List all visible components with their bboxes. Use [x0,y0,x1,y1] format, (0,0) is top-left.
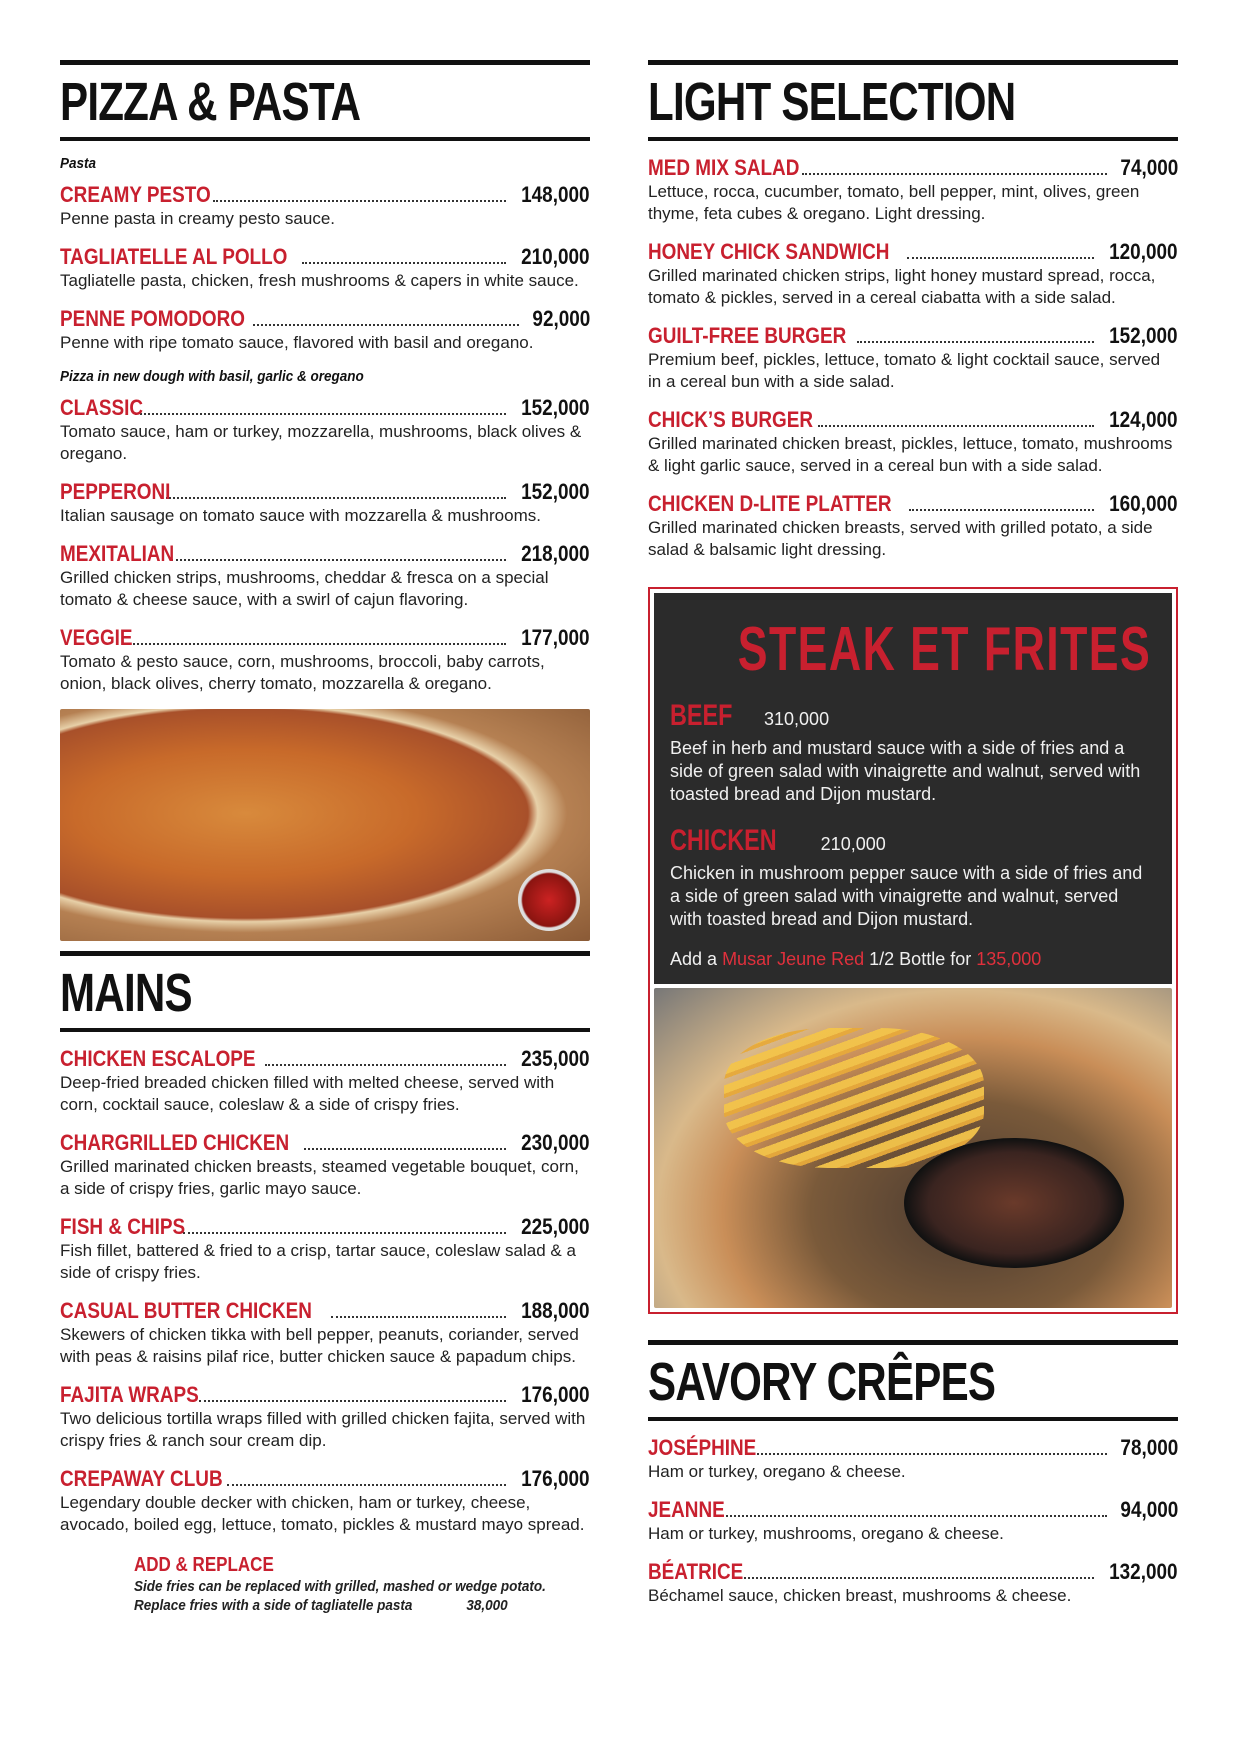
section-title: PIZZA & PASTA [60,72,361,132]
menu-item-desc: Tomato sauce, ham or turkey, mozzarella, mushrooms, black olives & oregano. [60,422,582,463]
add-replace-title: ADD & REPLACE [134,1554,274,1576]
dot-leader [183,1232,506,1234]
menu-item-name: MEXITALIAN [60,541,175,566]
addon-mid: 1/2 Bottle for [869,949,972,969]
menu-item-name: FAJITA WRAPS [60,1382,199,1407]
menu-item-name: FISH & CHIPS [60,1214,186,1239]
pan-graphic [904,1138,1124,1268]
menu-item-desc: Béchamel sauce, chicken breast, mushrooms & cheese. [648,1586,1072,1605]
menu-item [60,244,590,292]
menu-item-price: 177,000 [521,625,590,650]
menu-item-price: 152,000 [521,395,590,420]
menu-item-price: 152,000 [1109,323,1178,348]
menu-item [648,1435,1178,1483]
addon-prefix: Add a [670,949,718,969]
light-list [648,155,1178,561]
section-title: SAVORY CRÊPES [648,1352,996,1412]
menu-item-name: CREAMY PESTO [60,182,211,207]
menu-item [648,1559,1178,1607]
steak-chicken-desc: Chicken in mushroom pepper sauce with a side of fries and a side of green salad with vinaigrette and walnut, served with toasted bread and Dijon mustard. [670,863,1143,929]
menu-item-name: CREPAWAY CLUB [60,1466,223,1491]
steak-et-frites-box [648,587,1178,1314]
menu-item-desc: Grilled marinated chicken strips, light honey mustard spread, rocca, tomato & pickles, served in a cereal ciabatta with a side salad. [648,266,1156,307]
menu-item-price: 124,000 [1109,407,1178,432]
menu-item-desc: Two delicious tortilla wraps filled with grilled chicken fajita, served with crispy fries & ranch sour cream dip. [60,1409,586,1450]
menu-item-line [60,395,590,421]
menu-item [60,479,590,527]
menu-item-line [60,1130,590,1156]
menu-item [60,306,590,354]
menu-item-price: 218,000 [521,541,590,566]
menu-item-line [60,1466,590,1492]
dot-leader [802,173,1107,175]
menu-item-line [648,407,1178,433]
dot-leader [302,262,506,264]
menu-item-price: 210,000 [521,244,590,269]
menu-item-desc: Ham or turkey, oregano & cheese. [648,1462,906,1481]
dot-leader [304,1148,506,1150]
menu-item-line [648,323,1178,349]
pizza-pasta-header [60,60,590,141]
menu-item [60,182,590,230]
dot-leader [909,509,1094,511]
steak-chicken-name: CHICKEN [670,824,777,857]
menu-item-name: CHICK’S BURGER [648,407,814,432]
menu-item [648,155,1178,225]
menu-item-desc: Grilled chicken strips, mushrooms, cheddar & fresca on a special tomato & cheese sauce, with a swirl of cajun flavoring. [60,568,549,609]
menu-item [60,1130,590,1200]
steak-chicken-head [670,824,1154,858]
steak-beef-head [670,699,1154,733]
menu-item [60,625,590,695]
menu-item-name: PEPPERONI [60,479,171,504]
dot-leader [752,1453,1107,1455]
menu-item [60,395,590,465]
menu-item-name: CHICKEN ESCALOPE [60,1046,256,1071]
right-column [648,60,1178,1621]
left-column [60,60,590,1615]
steak-panel [654,593,1172,984]
menu-item-line [648,491,1178,517]
dot-leader [907,257,1095,259]
menu-item-price: 235,000 [521,1046,590,1071]
menu-item-name: VEGGIE [60,625,133,650]
menu-item-price: 188,000 [521,1298,590,1323]
steak-title: STEAK ET FRITES [737,615,1152,684]
menu-item-price: 92,000 [532,306,590,331]
menu-item [648,491,1178,561]
menu-item-price: 120,000 [1109,239,1178,264]
menu-item [648,239,1178,309]
menu-item-name: GUILT-FREE BURGER [648,323,847,348]
add-replace-text: Replace fries with a side of tagliatelle pasta [134,1597,413,1614]
menu-item-name: TAGLIATELLE AL POLLO [60,244,288,269]
menu-item-desc: Legendary double decker with chicken, ham or turkey, cheese, avocado, boiled egg, lettuce, tomato, pickles & mustard mayo spread. [60,1493,585,1534]
section-title: MAINS [60,963,192,1023]
steak-beef-desc: Beef in herb and mustard sauce with a side of fries and a side of green salad with vinaigrette and walnut, served with toasted bread and Dijon mustard. [670,738,1141,804]
menu-item-name: CHARGRILLED CHICKEN [60,1130,290,1155]
menu-item-price: 132,000 [1109,1559,1178,1584]
pizza-photo [60,709,590,941]
dot-leader [857,341,1095,343]
menu-item-line [648,1497,1178,1523]
menu-item [60,541,590,611]
menu-item [60,1214,590,1284]
menu-item-line [648,1559,1178,1585]
wine-addon [670,949,1154,970]
savory-crepes-header [648,1340,1178,1421]
menu-item-line [60,182,590,208]
menu-item-desc: Lettuce, rocca, cucumber, tomato, bell pepper, mint, olives, green thyme, feta cubes & oregano. Light dressing. [648,182,1140,223]
menu-item [648,323,1178,393]
menu-item-desc: Deep-fried breaded chicken filled with melted cheese, served with corn, cocktail sauce, coleslaw & a side of crispy fries. [60,1073,555,1114]
menu-item-name: CHICKEN D-LITE PLATTER [648,491,892,516]
add-replace-price: 38,000 [466,1597,508,1614]
menu-item-name: CASUAL BUTTER CHICKEN [60,1298,312,1323]
menu-item-line [60,1298,590,1324]
menu-item-desc: Premium beef, pickles, lettuce, tomato & light cocktail sauce, served in a cereal bun with a side salad. [648,350,1161,391]
menu-item-price: 74,000 [1120,155,1178,180]
pasta-subheading: Pasta [60,155,97,172]
steak-beef-name: BEEF [670,699,733,732]
pizza-subheading: Pizza in new dough with basil, garlic & oregano [60,368,364,385]
add-replace-line: Side fries can be replaced with grilled, mashed or wedge potato. [134,1578,546,1595]
menu-item [60,1466,590,1536]
dot-leader [227,1484,506,1486]
menu-item-desc: Grilled marinated chicken breast, pickles, lettuce, tomato, mushrooms & light garlic sauce, served in a cereal bun with a side salad. [648,434,1173,475]
menu-item-price: 176,000 [521,1466,590,1491]
dot-leader [122,643,506,645]
steak-photo [654,988,1172,1308]
pasta-list [60,182,590,354]
menu-item-desc: Skewers of chicken tikka with bell pepper, peanuts, coriander, served with peas & raisins pilaf rice, butter chicken sauce & papadum chips. [60,1325,579,1366]
addon-price: 135,000 [976,949,1042,969]
menu-item-line [60,1382,590,1408]
menu-item-price: 176,000 [521,1382,590,1407]
dot-leader [331,1316,507,1318]
menu-item-desc: Grilled marinated chicken breasts, steamed vegetable bouquet, corn, a side of crispy fries, garlic mayo sauce. [60,1157,579,1198]
menu-item-price: 94,000 [1120,1497,1178,1522]
dot-leader [818,425,1095,427]
dot-leader [135,413,507,415]
menu-item-desc: Tagliatelle pasta, chicken, fresh mushrooms & capers in white sauce. [60,271,579,290]
menu-item-line [60,541,590,567]
menu-item-line [648,239,1178,265]
sauce-bowl [518,869,580,931]
menu-item-desc: Penne pasta in creamy pesto sauce. [60,209,335,228]
menu-item-name: HONEY CHICK SANDWICH [648,239,890,264]
add-replace-note [134,1554,590,1615]
menu-item-desc: Penne with ripe tomato sauce, flavored with basil and oregano. [60,333,534,352]
dot-leader [737,1577,1095,1579]
dot-leader [199,1400,506,1402]
menu-item-desc: Grilled marinated chicken breasts, served with grilled potato, a side salad & balsamic light dressing. [648,518,1153,559]
steak-chicken-price: 210,000 [820,834,886,854]
add-replace-line [134,1596,544,1615]
menu-item-line [60,625,590,651]
dot-leader [171,559,507,561]
menu-item-name: MED MIX SALAD [648,155,800,180]
menu-item-name: JEANNE [648,1497,725,1522]
menu-item-desc: Italian sausage on tomato sauce with mozzarella & mushrooms. [60,506,541,525]
section-title: LIGHT SELECTION [648,72,1016,132]
menu-item-price: 160,000 [1109,491,1178,516]
menu-item-line [60,1046,590,1072]
menu-item [60,1382,590,1452]
menu-item-desc: Fish fillet, battered & fried to a crisp, tartar sauce, coleslaw salad & a side of crispy fries. [60,1241,576,1282]
menu-item [648,407,1178,477]
dot-leader [715,1515,1106,1517]
crepes-list [648,1435,1178,1607]
light-selection-header [648,60,1178,141]
menu-item [60,1298,590,1368]
menu-item-name: BÉATRICE [648,1559,744,1584]
menu-item [60,1046,590,1116]
menu-item-line [60,479,590,505]
menu-item-line [60,1214,590,1240]
dot-leader [253,324,519,326]
menu-item-line [648,155,1178,181]
menu-item-name: CLASSIC [60,395,144,420]
dot-leader [213,200,506,202]
menu-item-price: 230,000 [521,1130,590,1155]
menu-item-line [648,1435,1178,1461]
fries-graphic [724,1028,984,1168]
menu-item-name: JOSÉPHINE [648,1435,757,1460]
addon-wine: Musar Jeune Red [722,949,865,969]
dot-leader [265,1064,506,1066]
menu-item-desc: Ham or turkey, mushrooms, oregano & cheese. [648,1524,1004,1543]
menu-item-price: 78,000 [1120,1435,1178,1460]
menu-item-price: 148,000 [521,182,590,207]
menu-item-line [60,244,590,270]
menu-item-line [60,306,590,332]
menu-item-name: PENNE POMODORO [60,306,246,331]
mains-list [60,1046,590,1536]
menu-item-price: 152,000 [521,479,590,504]
menu-item-price: 225,000 [521,1214,590,1239]
menu-item [648,1497,1178,1545]
dot-leader [166,497,506,499]
menu-item-desc: Tomato & pesto sauce, corn, mushrooms, broccoli, baby carrots, onion, black olives, cherry tomato, mozzarella & oregano. [60,652,545,693]
mains-header [60,951,590,1032]
steak-beef-price: 310,000 [764,709,830,729]
pizza-list [60,395,590,695]
